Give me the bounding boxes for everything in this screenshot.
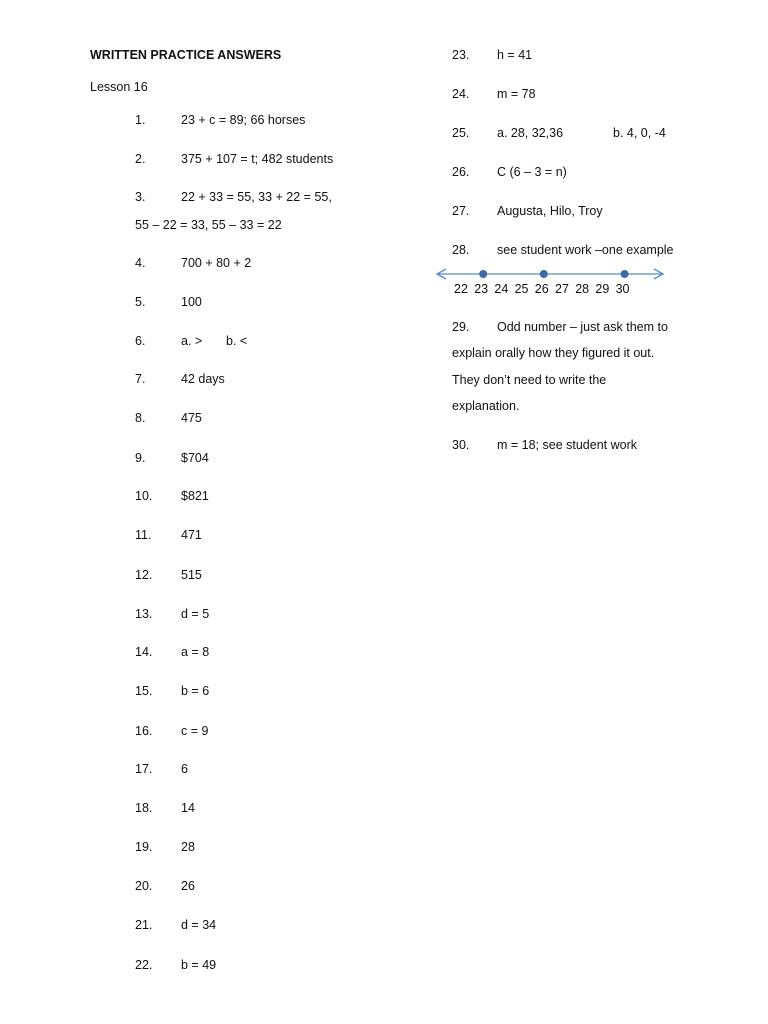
item-number: 14.	[135, 645, 153, 659]
item-answer: a. >	[181, 334, 203, 348]
item-number: 24.	[452, 87, 470, 101]
item-answer: 375 + 107 = t; 482 students	[181, 152, 334, 166]
number-line-tick-label: 30	[615, 282, 630, 296]
item-number: 4.	[135, 256, 146, 270]
item-number: 26.	[452, 165, 470, 179]
number-line-point	[479, 270, 487, 278]
item-answer: 475	[181, 411, 202, 425]
number-line-tick-label: 25	[514, 282, 529, 296]
item-answer: a. 28, 32,36	[497, 126, 564, 140]
item-answer: C (6 – 3 = n)	[497, 165, 567, 179]
item-number: 11.	[135, 528, 152, 542]
item-number: 6.	[135, 334, 146, 348]
lesson-heading: Lesson 16	[90, 80, 148, 94]
number-line-tick-label: 26	[534, 282, 549, 296]
item-answer-continuation: 55 – 22 = 33, 55 – 33 = 22	[135, 218, 282, 232]
number-line-point	[621, 270, 629, 278]
item-answer: m = 18; see student work	[497, 438, 638, 452]
item-answer: d = 34	[181, 918, 217, 932]
item-number: 22.	[135, 958, 153, 972]
item-answer: see student work –one example	[497, 243, 674, 257]
item-number: 23.	[452, 48, 470, 62]
item-answer-line: explain orally how they figured it out.	[452, 346, 655, 360]
item-answer: 26	[181, 879, 195, 893]
item-number: 9.	[135, 451, 146, 465]
item-number: 1.	[135, 113, 146, 127]
item-answer: Augusta, Hilo, Troy	[497, 204, 603, 218]
item-number: 19.	[135, 840, 153, 854]
item-number: 5.	[135, 295, 146, 309]
item-answer: $704	[181, 451, 209, 465]
item-number: 29.	[452, 320, 470, 334]
item-number: 20.	[135, 879, 153, 893]
number-line-tick-label: 24	[494, 282, 509, 296]
item-number: 3.	[135, 190, 146, 204]
item-answer: 515	[181, 568, 202, 582]
number-line-tick-label: 23	[474, 282, 489, 296]
item-number: 30.	[452, 438, 470, 452]
item-number: 21.	[135, 918, 153, 932]
item-answer: 42 days	[181, 372, 225, 386]
item-answer: 471	[181, 528, 202, 542]
item-number: 18.	[135, 801, 153, 815]
item-number: 7.	[135, 372, 146, 386]
item-answer-part-b: b. 4, 0, -4	[613, 126, 666, 140]
item-number: 16.	[135, 724, 153, 738]
number-line-tick-label: 22	[454, 282, 468, 296]
item-answer: d = 5	[181, 607, 210, 621]
item-answer: 100	[181, 295, 202, 309]
item-answer: a = 8	[181, 645, 210, 659]
item-answer: b = 49	[181, 958, 217, 972]
item-number: 8.	[135, 411, 146, 425]
item-answer: $821	[181, 489, 209, 503]
item-answer: m = 78	[497, 87, 536, 101]
number-line-tick-label: 29	[595, 282, 610, 296]
item-answer-line: explanation.	[452, 399, 520, 413]
item-number: 27.	[452, 204, 470, 218]
item-number: 10.	[135, 489, 153, 503]
page-title: WRITTEN PRACTICE ANSWERS	[90, 48, 282, 62]
number-line-tick-label: 27	[555, 282, 569, 296]
number-line-point	[540, 270, 548, 278]
item-answer: 6	[181, 762, 188, 776]
item-answer: 28	[181, 840, 195, 854]
item-number: 2.	[135, 152, 146, 166]
item-number: 12.	[135, 568, 153, 582]
item-number: 25.	[452, 126, 470, 140]
item-number: 28.	[452, 243, 470, 257]
item-answer: 14	[181, 801, 195, 815]
item-answer: 23 + c = 89; 66 horses	[181, 113, 306, 127]
item-answer-line: Odd number – just ask them to	[497, 320, 668, 334]
item-answer: h = 41	[497, 48, 533, 62]
item-answer: c = 9	[181, 724, 209, 738]
item-answer-line: They don’t need to write the	[452, 373, 607, 387]
item-answer-part-b: b. <	[226, 334, 248, 348]
item-number: 15.	[135, 684, 153, 698]
number-line-tick-label: 28	[575, 282, 590, 296]
item-answer: 700 + 80 + 2	[181, 256, 252, 270]
item-number: 13.	[135, 607, 153, 621]
item-number: 17.	[135, 762, 153, 776]
item-answer: b = 6	[181, 684, 210, 698]
item-answer: 22 + 33 = 55, 33 + 22 = 55,	[181, 190, 332, 204]
